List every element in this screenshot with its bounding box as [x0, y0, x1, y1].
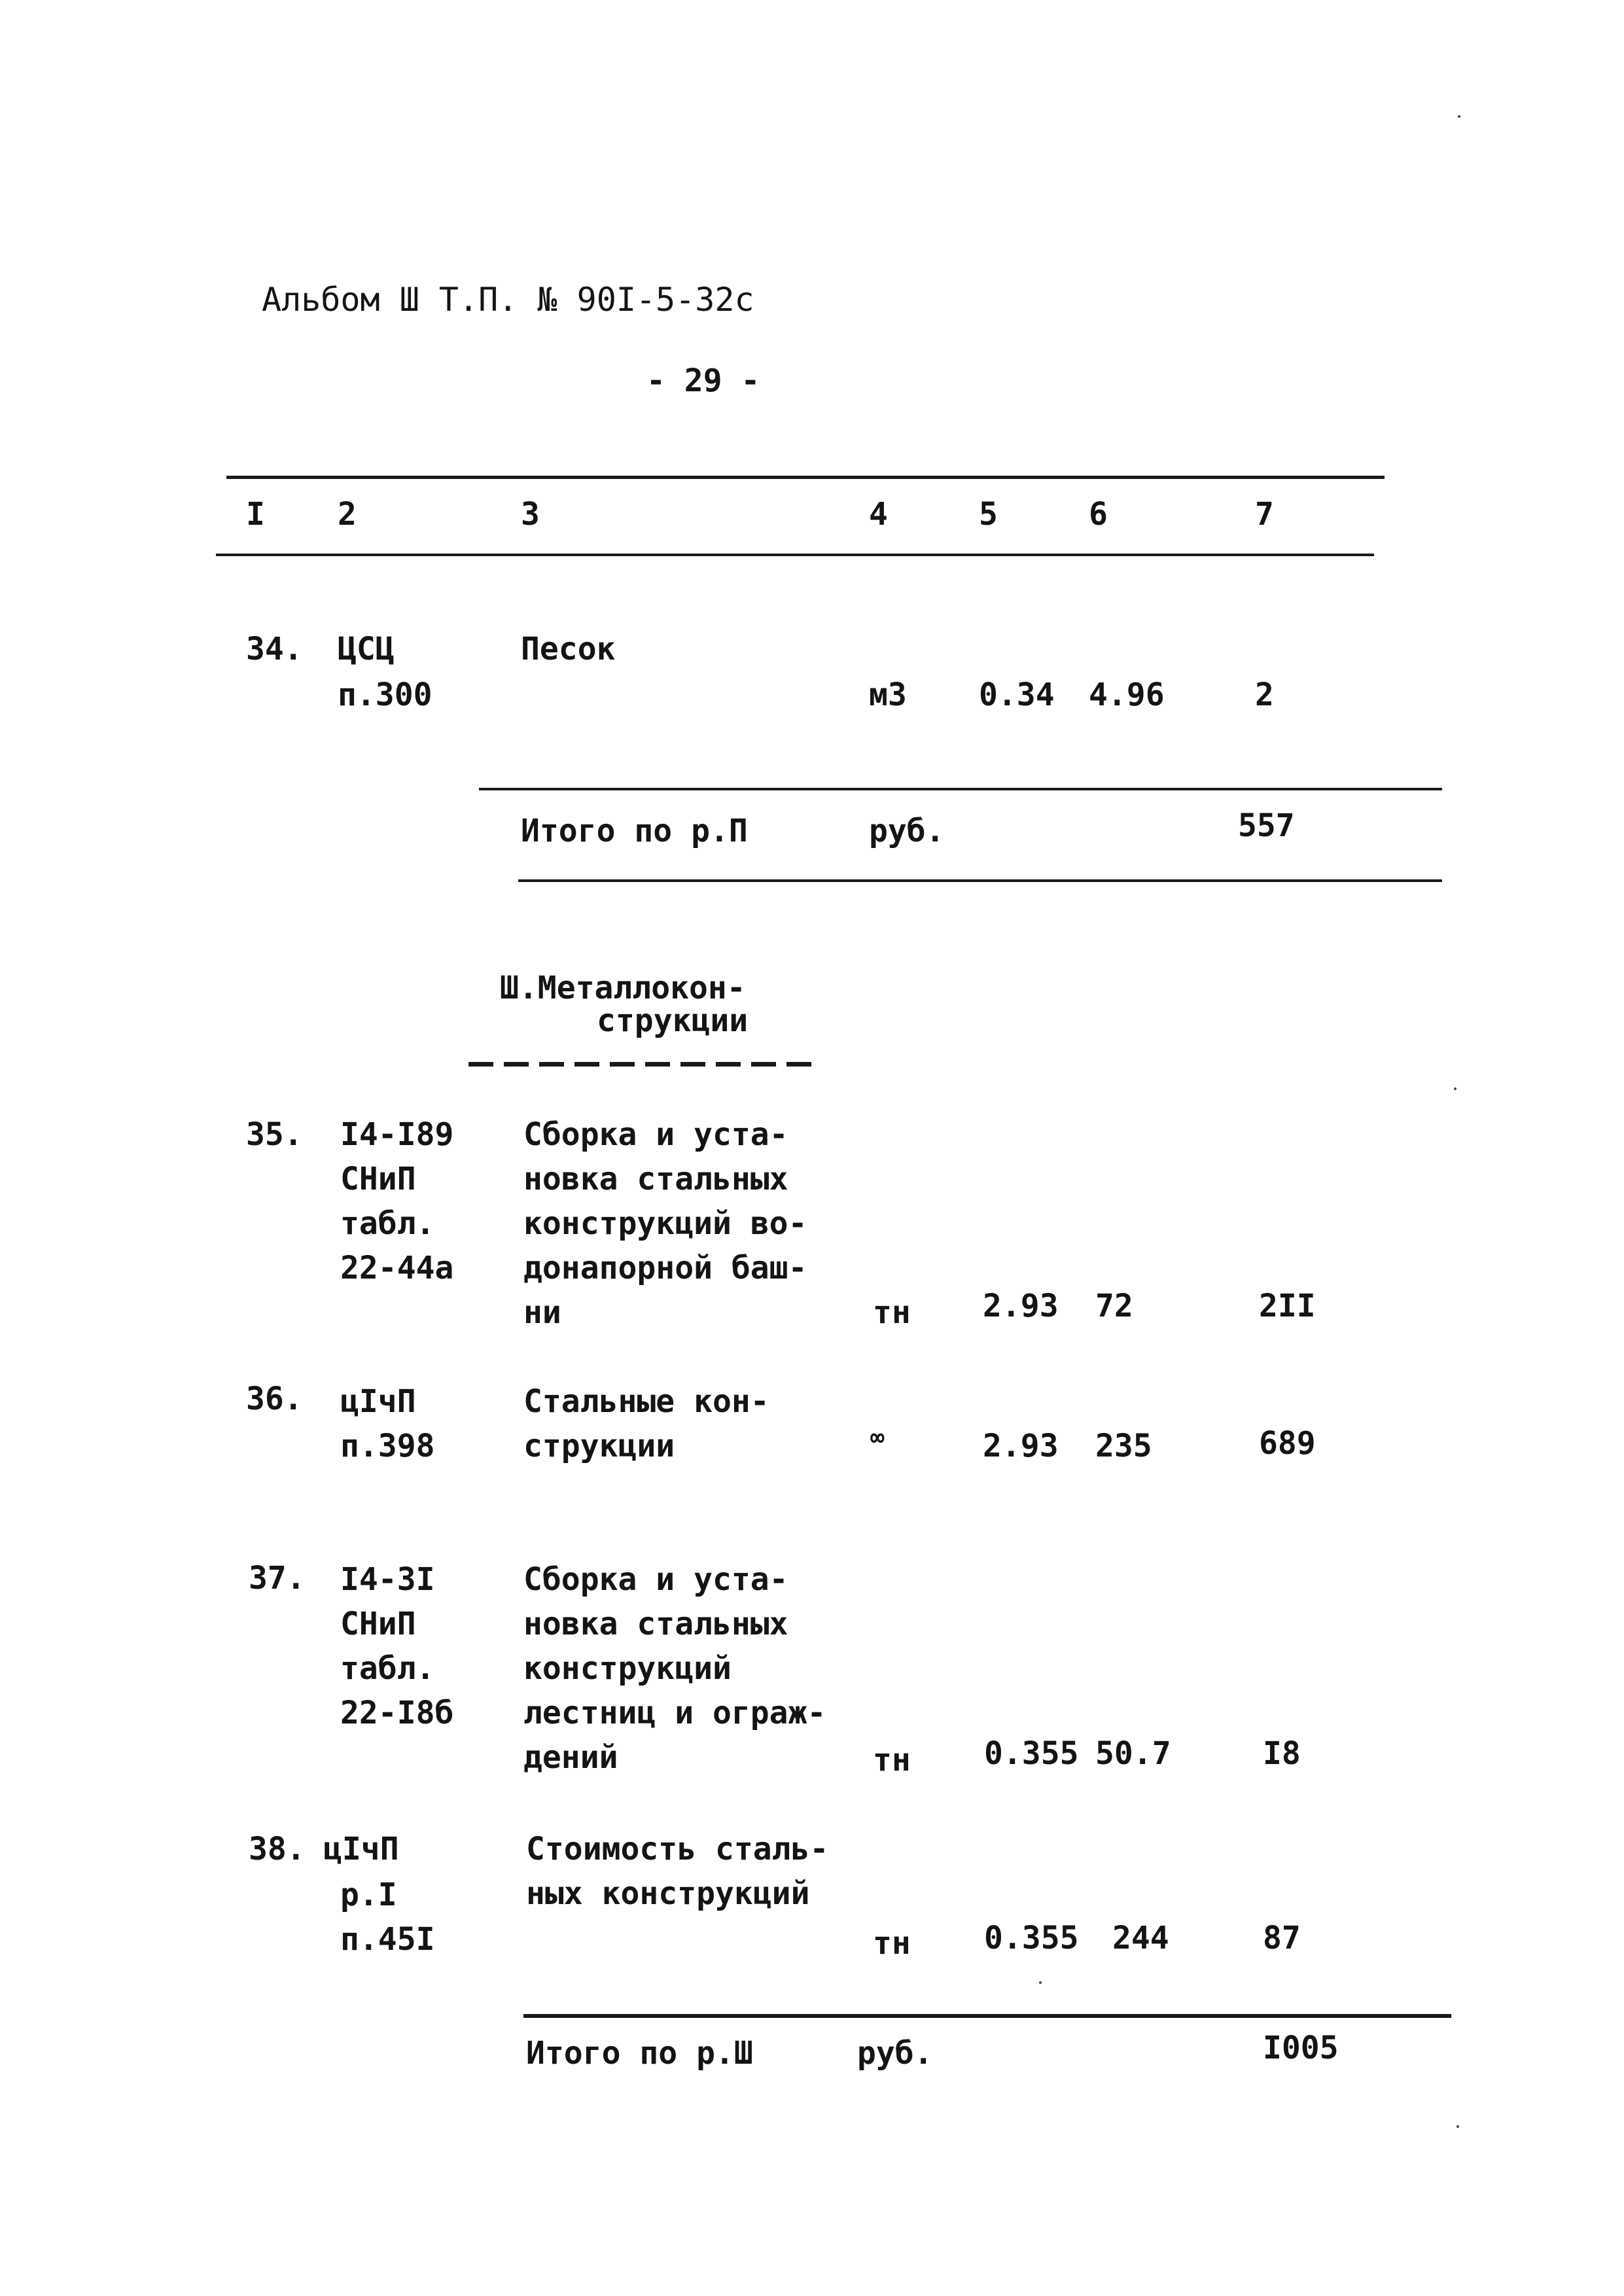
subtotal-rule [518, 879, 1442, 882]
norm-code: ЦСЦ [338, 631, 395, 667]
quantity: 0.355 [984, 1735, 1079, 1772]
subtotal-label: Итого по р.Ш [526, 2035, 753, 2072]
norm-code: п.45I [340, 1921, 435, 1958]
norm-code: р.I [340, 1877, 397, 1913]
unit-price: 235 [1095, 1428, 1152, 1464]
row-number: 36. [246, 1381, 303, 1417]
scan-speck [1458, 115, 1460, 118]
norm-code: I4-3I [340, 1561, 435, 1598]
table-top-rule [226, 476, 1385, 479]
norm-code: 22-I8б [340, 1695, 454, 1731]
work-name: ных конструкций [526, 1875, 810, 1912]
work-name: донапорной баш- [523, 1250, 807, 1286]
unit-price: 50.7 [1095, 1735, 1171, 1772]
work-name: конструкций [523, 1650, 732, 1687]
table-header-rule [216, 554, 1374, 556]
album-reference: Альбом Ш Т.П. № 90I-5-32с [262, 281, 754, 319]
work-name: лестниц и ограж- [523, 1695, 826, 1731]
norm-code: п.300 [338, 677, 432, 713]
work-name: Сборка и уста- [523, 1561, 788, 1598]
work-name: дений [523, 1739, 618, 1776]
norm-code: СНиП [340, 1161, 416, 1197]
norm-code: I4-I89 [340, 1116, 454, 1153]
column-header: 2 [338, 496, 357, 533]
row-number: 38. [249, 1831, 306, 1867]
unit: м3 [869, 677, 907, 713]
total-cost: I8 [1263, 1735, 1301, 1772]
norm-code: СНиП [340, 1606, 416, 1642]
column-header: 5 [979, 496, 998, 533]
total-cost: 689 [1259, 1425, 1316, 1462]
subtotal-total: I005 [1263, 2030, 1339, 2066]
quantity: 0.34 [979, 677, 1055, 713]
unit: тн [873, 1742, 911, 1778]
work-name: новка стальных [523, 1161, 788, 1197]
work-name: ни [523, 1294, 561, 1331]
total-cost: 2 [1255, 677, 1274, 713]
column-header: 3 [521, 496, 540, 533]
section-title: Ш.Металлокон- [500, 970, 746, 1006]
norm-code: цIчП [323, 1831, 399, 1867]
page-number: - 29 - [646, 362, 760, 399]
unit: тн [873, 1294, 911, 1331]
quantity: 0.355 [984, 1920, 1079, 1956]
work-name: струкции [523, 1428, 675, 1464]
work-name: Стальные кон- [523, 1383, 769, 1420]
unit-price: 4.96 [1089, 677, 1165, 713]
subtotal-unit: руб. [857, 2035, 933, 2072]
work-name: Песок [521, 631, 616, 667]
quantity: 2.93 [983, 1428, 1059, 1464]
subtotal-total: 557 [1238, 807, 1295, 844]
scan-speck [1039, 1981, 1042, 1984]
subtotal-rule [479, 788, 1442, 790]
column-header: I [246, 496, 265, 533]
scan-speck [1454, 1087, 1456, 1090]
norm-code: табл. [340, 1650, 435, 1687]
total-cost: 87 [1263, 1920, 1301, 1956]
norm-code: табл. [340, 1205, 435, 1242]
column-header: 6 [1089, 496, 1108, 533]
norm-code: цIчП [340, 1383, 416, 1420]
norm-code: 22-44а [340, 1250, 454, 1286]
column-header: 7 [1255, 496, 1274, 533]
work-name: новка стальных [523, 1606, 788, 1642]
scan-speck [1456, 2125, 1459, 2128]
subtotal-label: Итого по р.П [521, 813, 748, 849]
section-title: струкции [597, 1002, 749, 1039]
subtotal-rule [523, 2014, 1451, 2018]
work-name: Сборка и уста- [523, 1116, 788, 1153]
row-number: 37. [249, 1560, 306, 1597]
unit: ∞ [870, 1424, 885, 1451]
work-name: конструкций во- [523, 1205, 807, 1242]
unit-price: 244 [1112, 1920, 1169, 1956]
quantity: 2.93 [983, 1288, 1059, 1324]
column-header: 4 [869, 496, 888, 533]
row-number: 34. [246, 631, 303, 667]
norm-code: п.398 [340, 1428, 435, 1464]
work-name: Стоимость сталь- [526, 1831, 829, 1867]
row-number: 35. [246, 1116, 303, 1153]
unit: тн [873, 1925, 911, 1962]
unit-price: 72 [1095, 1288, 1133, 1324]
total-cost: 2II [1259, 1288, 1316, 1324]
subtotal-unit: руб. [869, 813, 945, 849]
